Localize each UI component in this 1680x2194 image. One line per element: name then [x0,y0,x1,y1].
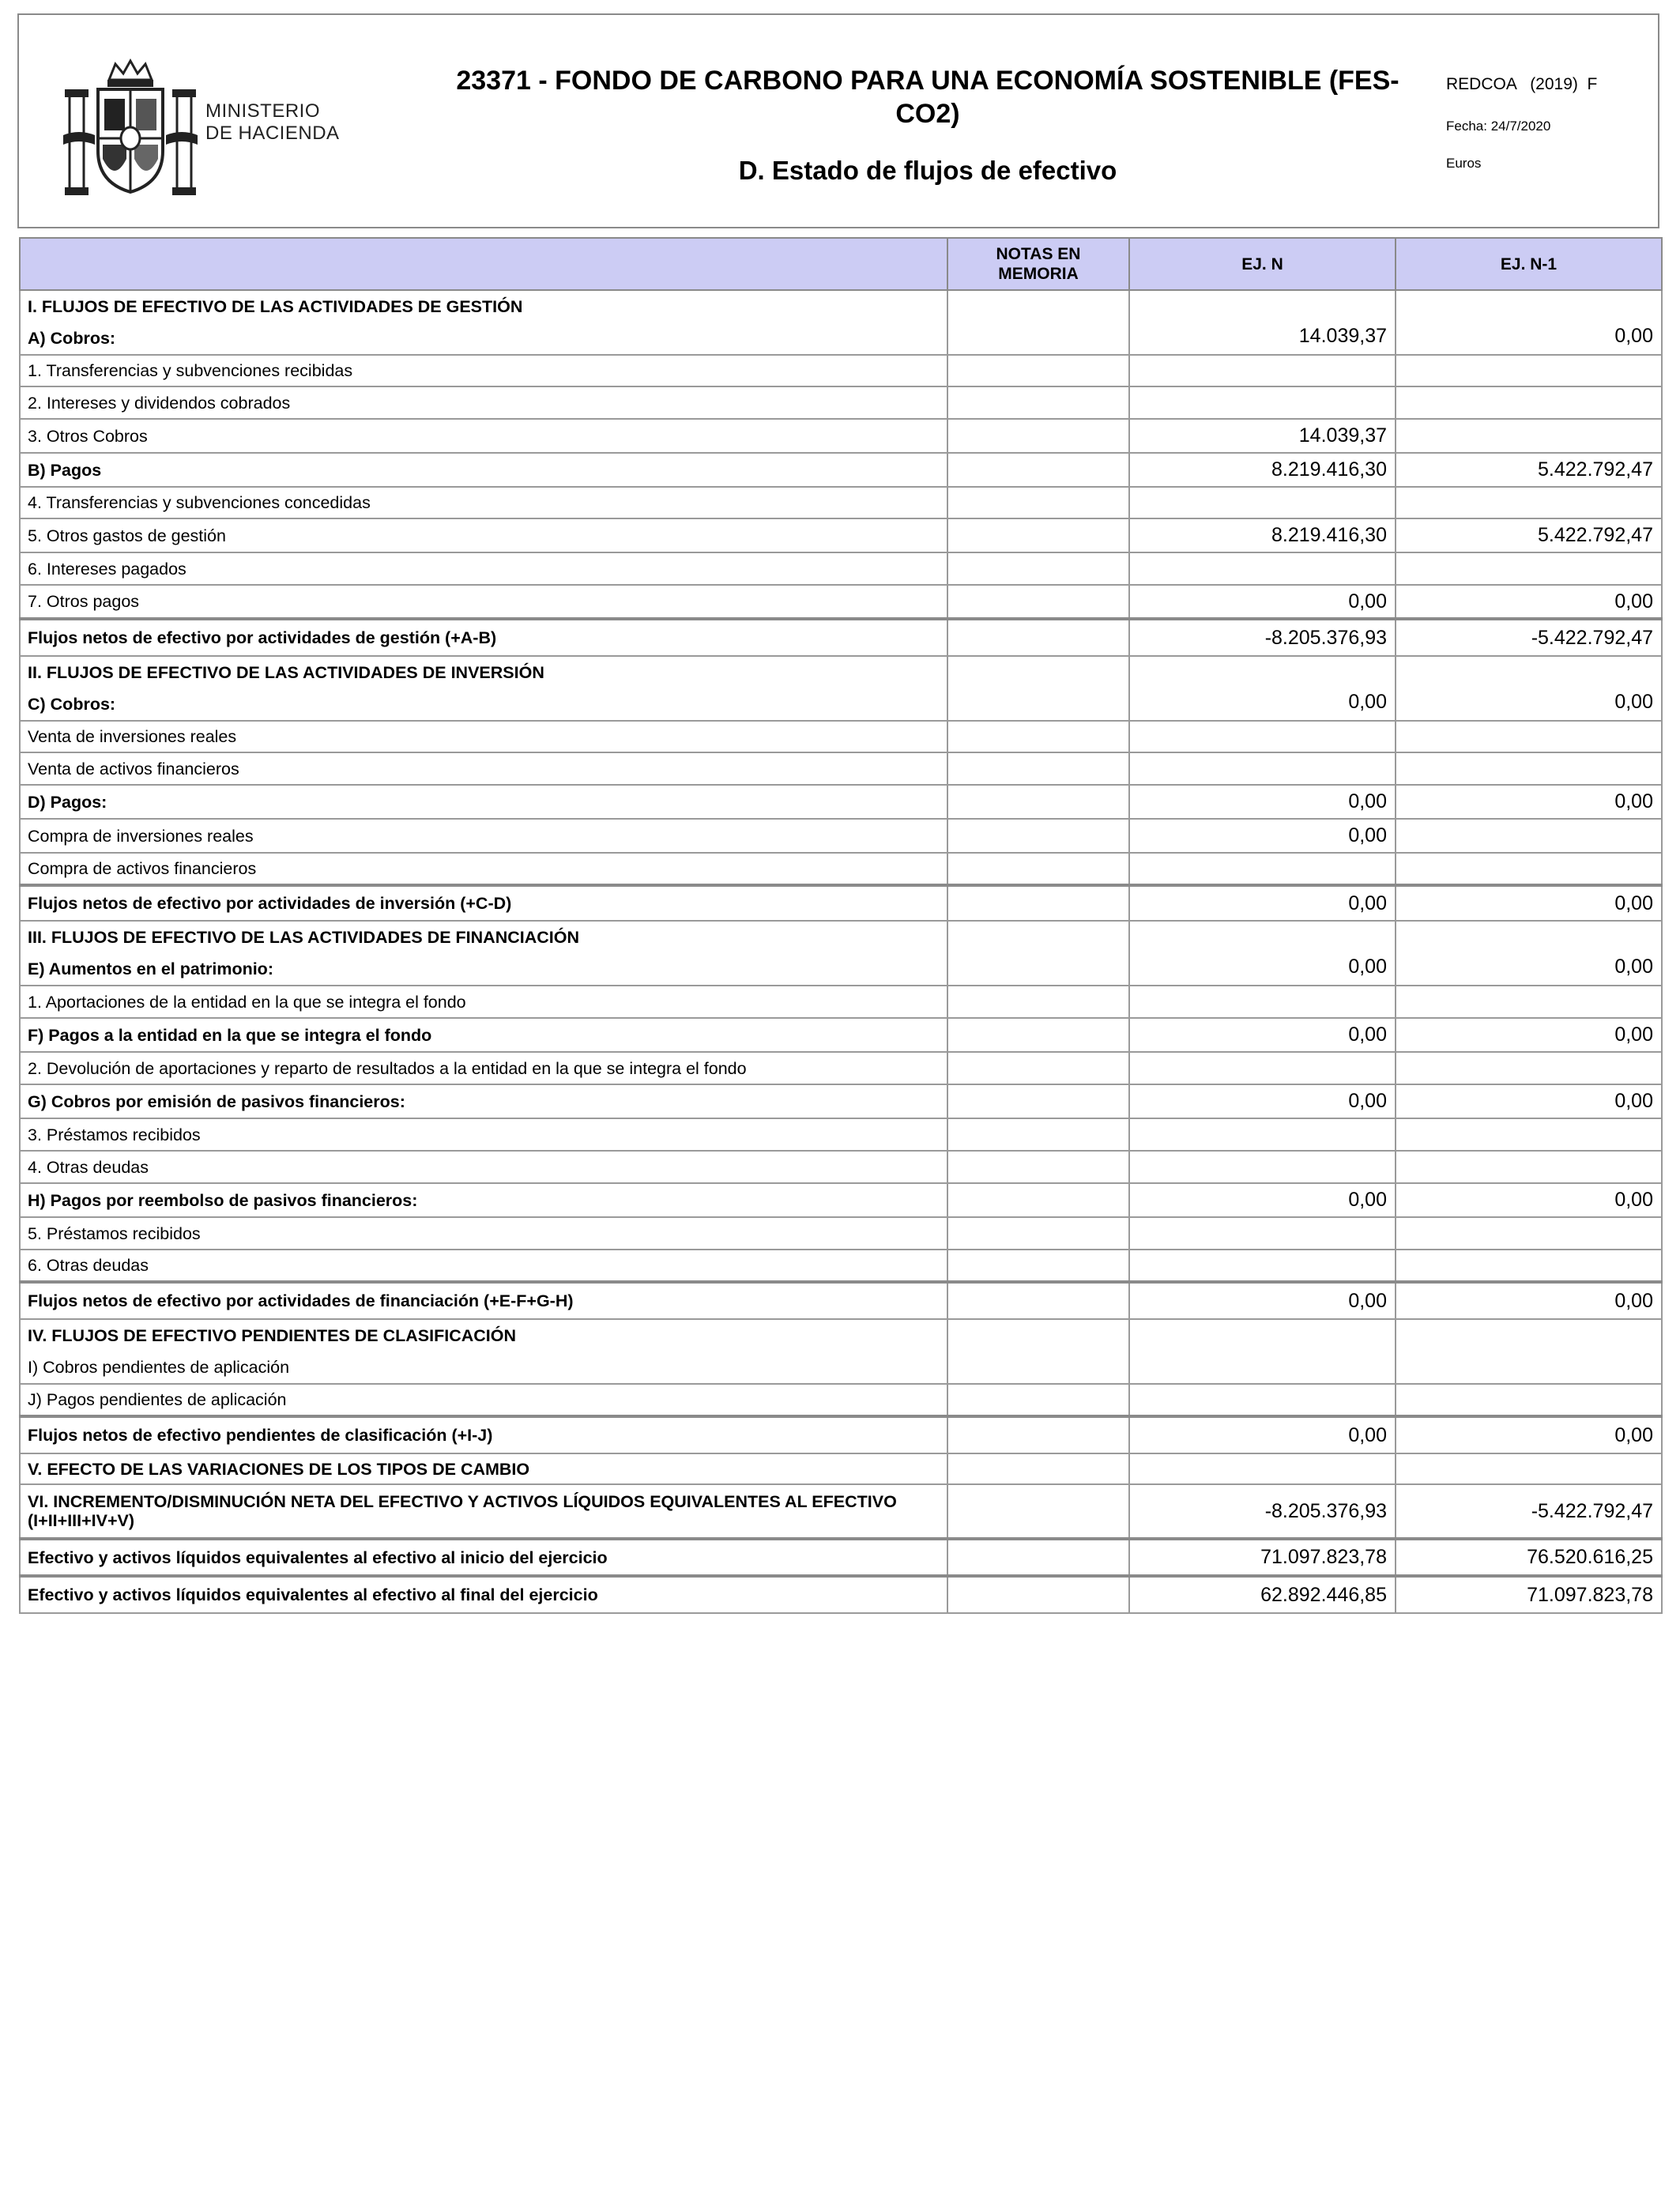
report-title: 23371 - FONDO DE CARBONO PARA UNA ECONOMÍA SOSTENIBLE (FES-CO2) [456,66,1399,129]
row-label: 4. Otras deudas [20,1151,947,1183]
previous-year-value [1396,1052,1662,1084]
notes-cell [947,986,1129,1018]
notes-cell [947,518,1129,552]
report-currency: Euros [1446,156,1482,171]
row-label: 7. Otros pagos [20,585,947,619]
current-year-value: 0,00 [1129,785,1396,819]
header-previous-year: EJ. N-1 [1396,238,1662,290]
previous-year-value [1396,1453,1662,1484]
notes-cell [947,1282,1129,1319]
current-year-value: 0,00 [1129,1183,1396,1217]
row-label: Flujos netos de efectivo por actividades de inversión (+C-D) [20,885,947,921]
previous-year-value [1396,986,1662,1018]
section-heading: III. FLUJOS DE EFECTIVO DE LAS ACTIVIDADES DE FINANCIACIÓN [28,928,580,947]
previous-year-value: 0,00 [1396,1084,1662,1118]
table-row [20,1183,1662,1217]
table-row [20,355,1662,386]
current-year-value: 14.039,37 [1129,290,1396,355]
current-year-value: 0,00 [1129,656,1396,721]
row-label: Venta de inversiones reales [20,721,947,752]
table-row [20,552,1662,585]
row-label: B) Pagos [20,453,947,487]
previous-year-value [1396,1151,1662,1183]
current-year-value [1129,986,1396,1018]
row-label-text: A) Cobros: [28,329,116,348]
report-code: REDCOA (2019) F [1446,75,1598,93]
previous-year-value [1396,1250,1662,1282]
notes-cell [947,290,1129,355]
previous-year-value: -5.422.792,47 [1396,619,1662,656]
current-year-value: -8.205.376,93 [1129,619,1396,656]
table-row [20,1151,1662,1183]
row-label: V. EFECTO DE LAS VARIACIONES DE LOS TIPOS DE CAMBIO [20,1453,947,1484]
ministry-line-2: DE HACIENDA [205,123,340,144]
report-date: Fecha: 24/7/2020 [1446,119,1551,134]
table-row [20,1052,1662,1084]
current-year-value [1129,752,1396,785]
previous-year-value: 0,00 [1396,1282,1662,1319]
table-row [20,1319,1662,1384]
row-label: 5. Otros gastos de gestión [20,518,947,552]
table-row [20,487,1662,518]
row-label: H) Pagos por reembolso de pasivos financieros: [20,1183,947,1217]
table-row [20,1018,1662,1052]
header-notes: NOTAS EN MEMORIA [947,238,1129,290]
row-label: Compra de activos financieros [20,853,947,885]
table-row [20,453,1662,487]
row-label: 5. Préstamos recibidos [20,1217,947,1250]
current-year-value: 62.892.446,85 [1129,1576,1396,1613]
notes-cell [947,1084,1129,1118]
current-year-value: 0,00 [1129,585,1396,619]
row-label: 2. Intereses y dividendos cobrados [20,386,947,419]
previous-year-value: 0,00 [1396,290,1662,355]
current-year-value: 0,00 [1129,1282,1396,1319]
notes-cell [947,419,1129,453]
table-row [20,585,1662,619]
current-year-value [1129,1250,1396,1282]
notes-cell [947,453,1129,487]
previous-year-value: 5.422.792,47 [1396,518,1662,552]
row-label: 1. Transferencias y subvenciones recibidas [20,355,947,386]
row-label [20,1319,947,1384]
notes-cell [947,585,1129,619]
table-row [20,853,1662,885]
row-label [20,656,947,721]
row-label: 6. Intereses pagados [20,552,947,585]
previous-year-value: 0,00 [1396,885,1662,921]
previous-year-value: 0,00 [1396,921,1662,986]
table-row [20,386,1662,419]
table-row [20,819,1662,853]
table-row [20,885,1662,921]
current-year-value: -8.205.376,93 [1129,1484,1396,1539]
current-year-value: 0,00 [1129,1084,1396,1118]
notes-cell [947,1250,1129,1282]
current-year-value: 8.219.416,30 [1129,453,1396,487]
previous-year-value [1396,853,1662,885]
current-year-value: 0,00 [1129,921,1396,986]
notes-cell [947,1539,1129,1576]
previous-year-value [1396,1217,1662,1250]
notes-cell [947,1484,1129,1539]
section-heading: II. FLUJOS DE EFECTIVO DE LAS ACTIVIDADES DE INVERSIÓN [28,663,544,682]
table-row [20,290,1662,355]
previous-year-value: 0,00 [1396,785,1662,819]
previous-year-value [1396,386,1662,419]
notes-cell [947,355,1129,386]
notes-cell [947,1151,1129,1183]
notes-cell [947,1453,1129,1484]
cash-flow-table [19,237,1663,1614]
row-label: Flujos netos de efectivo por actividades de gestión (+A-B) [20,619,947,656]
notes-cell [947,487,1129,518]
header-concept [20,238,947,290]
table-row [20,1576,1662,1613]
table-row [20,921,1662,986]
previous-year-value: 71.097.823,78 [1396,1576,1662,1613]
current-year-value: 0,00 [1129,885,1396,921]
table-row [20,656,1662,721]
previous-year-value: -5.422.792,47 [1396,1484,1662,1539]
table-row [20,785,1662,819]
row-label: 4. Transferencias y subvenciones concedidas [20,487,947,518]
section-heading: IV. FLUJOS DE EFECTIVO PENDIENTES DE CLASIFICACIÓN [28,1326,517,1345]
notes-cell [947,785,1129,819]
current-year-value [1129,1217,1396,1250]
notes-cell [947,619,1129,656]
notes-cell [947,1416,1129,1453]
notes-cell [947,656,1129,721]
current-year-value [1129,355,1396,386]
previous-year-value [1396,419,1662,453]
previous-year-value: 0,00 [1396,656,1662,721]
row-label: F) Pagos a la entidad en la que se integra el fondo [20,1018,947,1052]
row-label: Compra de inversiones reales [20,819,947,853]
row-label: Venta de activos financieros [20,752,947,785]
row-label: D) Pagos: [20,785,947,819]
row-label: Flujos netos de efectivo por actividades de financiación (+E-F+G-H) [20,1282,947,1319]
notes-cell [947,853,1129,885]
current-year-value [1129,487,1396,518]
table-row [20,1118,1662,1151]
table-row [20,1250,1662,1282]
previous-year-value [1396,552,1662,585]
report-subtitle: D. Estado de flujos de efectivo [738,156,1117,185]
notes-cell [947,885,1129,921]
previous-year-value [1396,1319,1662,1384]
previous-year-value: 0,00 [1396,585,1662,619]
row-label [20,290,947,355]
coat-of-arms-icon [63,56,198,200]
current-year-value [1129,386,1396,419]
notes-cell [947,1384,1129,1416]
row-label-text: C) Cobros: [28,695,116,714]
previous-year-value: 76.520.616,25 [1396,1539,1662,1576]
table-row [20,1484,1662,1539]
table-row [20,518,1662,552]
notes-cell [947,552,1129,585]
table-row [20,1282,1662,1319]
row-label [20,921,947,986]
current-year-value [1129,721,1396,752]
row-label: Flujos netos de efectivo pendientes de clasificación (+I-J) [20,1416,947,1453]
table-row [20,1453,1662,1484]
row-label-text: I) Cobros pendientes de aplicación [28,1358,290,1377]
previous-year-value: 0,00 [1396,1416,1662,1453]
previous-year-value [1396,819,1662,853]
previous-year-value [1396,1118,1662,1151]
notes-cell [947,1576,1129,1613]
notes-cell [947,1052,1129,1084]
notes-cell [947,921,1129,986]
row-label: 3. Préstamos recibidos [20,1118,947,1151]
current-year-value [1129,1453,1396,1484]
previous-year-value [1396,1384,1662,1416]
current-year-value: 0,00 [1129,819,1396,853]
table-row [20,1539,1662,1576]
row-label: G) Cobros por emisión de pasivos financieros: [20,1084,947,1118]
header-current-year: EJ. N [1129,238,1396,290]
previous-year-value [1396,752,1662,785]
current-year-value [1129,1319,1396,1384]
table-row [20,1416,1662,1453]
notes-cell [947,1183,1129,1217]
ministry-name [205,100,340,145]
table-row [20,619,1662,656]
table-header-row [20,238,1662,290]
previous-year-value [1396,355,1662,386]
current-year-value: 8.219.416,30 [1129,518,1396,552]
table-row [20,1217,1662,1250]
current-year-value: 71.097.823,78 [1129,1539,1396,1576]
current-year-value [1129,853,1396,885]
ministry-line-1: MINISTERIO [205,100,321,122]
notes-cell [947,752,1129,785]
report-header [17,13,1659,228]
table-row [20,986,1662,1018]
row-label: 3. Otros Cobros [20,419,947,453]
previous-year-value: 0,00 [1396,1018,1662,1052]
row-label-text: E) Aumentos en el patrimonio: [28,959,273,978]
previous-year-value: 0,00 [1396,1183,1662,1217]
previous-year-value: 5.422.792,47 [1396,453,1662,487]
table-row [20,1384,1662,1416]
previous-year-value [1396,721,1662,752]
table-row [20,419,1662,453]
table-row [20,752,1662,785]
notes-cell [947,1118,1129,1151]
notes-cell [947,1319,1129,1384]
table-row [20,721,1662,752]
row-label: 6. Otras deudas [20,1250,947,1282]
row-label: 2. Devolución de aportaciones y reparto de resultados a la entidad en la que se integra el fondo [20,1052,947,1084]
current-year-value [1129,1384,1396,1416]
current-year-value: 14.039,37 [1129,419,1396,453]
row-label: 1. Aportaciones de la entidad en la que se integra el fondo [20,986,947,1018]
notes-cell [947,819,1129,853]
current-year-value: 0,00 [1129,1018,1396,1052]
row-label: J) Pagos pendientes de aplicación [20,1384,947,1416]
notes-cell [947,386,1129,419]
current-year-value [1129,552,1396,585]
notes-cell [947,1018,1129,1052]
notes-cell [947,1217,1129,1250]
section-heading: I. FLUJOS DE EFECTIVO DE LAS ACTIVIDADES DE GESTIÓN [28,297,523,316]
previous-year-value [1396,487,1662,518]
current-year-value [1129,1151,1396,1183]
notes-cell [947,721,1129,752]
table-row [20,1084,1662,1118]
row-label: Efectivo y activos líquidos equivalentes al efectivo al inicio del ejercicio [20,1539,947,1576]
current-year-value [1129,1118,1396,1151]
row-label: Efectivo y activos líquidos equivalentes al efectivo al final del ejercicio [20,1576,947,1613]
row-label: VI. INCREMENTO/DISMINUCIÓN NETA DEL EFECTIVO Y ACTIVOS LÍQUIDOS EQUIVALENTES AL EFECTIVO (I+II+III+IV+V) [20,1484,947,1539]
current-year-value [1129,1052,1396,1084]
current-year-value: 0,00 [1129,1416,1396,1453]
